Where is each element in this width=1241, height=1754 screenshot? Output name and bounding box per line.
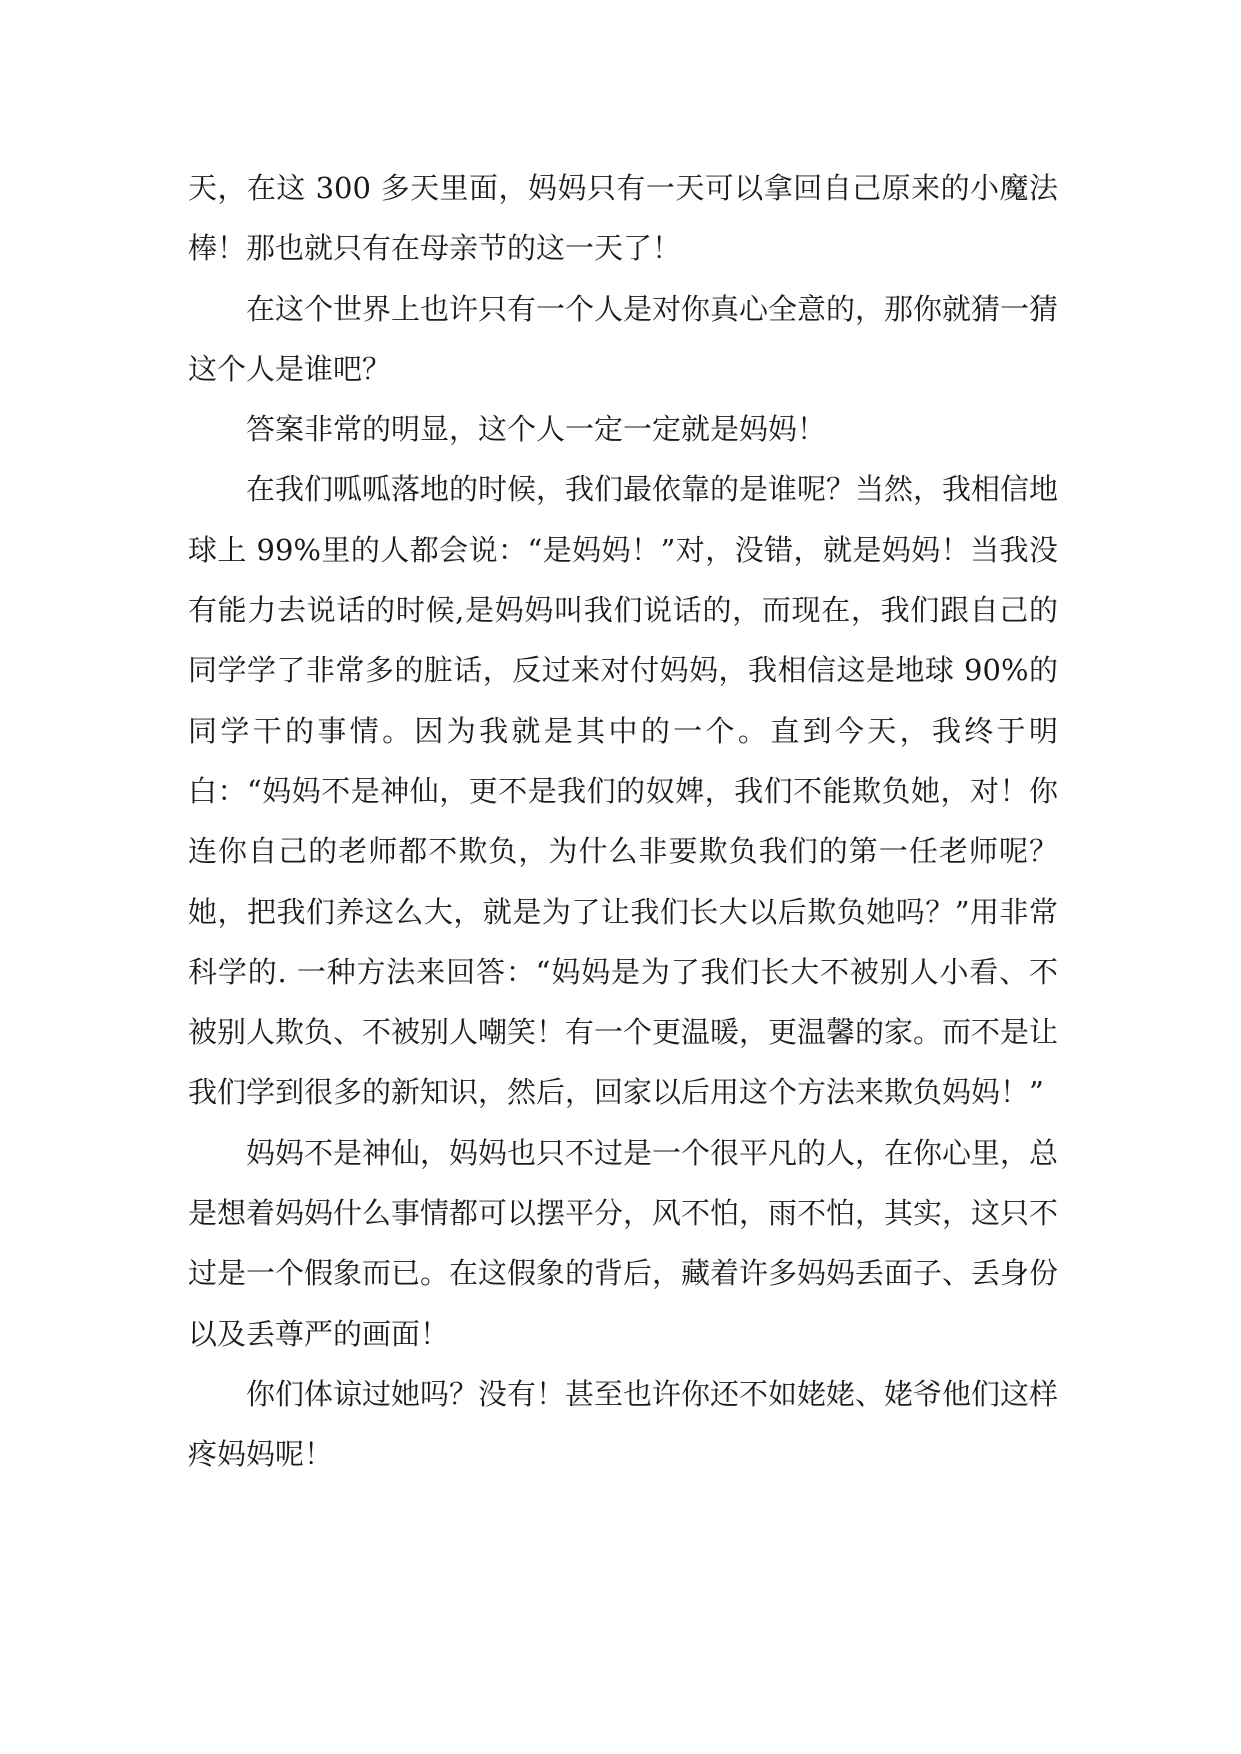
paragraph-2: 在这个世界上也许只有一个人是对你真心全意的，那你就猜一猜这个人是谁吧？	[188, 291, 1059, 386]
paragraph-6: 你们体谅过她吗？没有！甚至也许你还不如姥姥、姥爷他们这样疼妈妈呢！	[188, 1376, 1059, 1472]
paragraph-5: 妈妈不是神仙，妈妈也只不过是一个很平凡的人，在你心里，总是想着妈妈什么事情都可以摆平分，风不怕，雨不怕，其实，这只不过是一个假象而已。在这假象的背后，藏着许多妈妈丢面子、丢身份以及丢尊严的画面！	[188, 1135, 1059, 1351]
body-text	[188, 158, 1058, 1485]
paragraph-continuation: 天，在这 300 多天里面，妈妈只有一天可以拿回自己原来的小魔法棒！那也就只有在母亲节的这一天了！	[188, 171, 1058, 266]
paragraph-3: 答案非常的明显，这个人一定一定就是妈妈！	[246, 412, 827, 447]
paragraph-4: 在我们呱呱落地的时候，我们最依靠的是谁呢？当然，我相信地球上 99%里的人都会说：“是妈妈！”对，没错，就是妈妈！当我没有能力去说话的时候,是妈妈叫我们说话的，而现在，我们跟自己的同学学了非常多的脏话，反过来对付妈妈，我相信这是地球 90%的同学干的事情。因为我就是其中的一个。直到今天，我终于明白：“妈妈不是神仙，更不是我们的奴婢，我们不能欺负她，对！你连你自己的老师都不欺负，为什么非要欺负我们的第一任老师呢？她，把我们养这么大，就是为了让我们长大以后欺负她吗？”用非常科学的. 一种方法来回答：“妈妈是为了我们长大不被别人小看、不被别人欺负、不被别人嘲笑！有一个更温暖，更温馨的家。而不是让我们学到很多的新知识，然后，回家以后用这个方法来欺负妈妈！”	[188, 472, 1059, 1110]
